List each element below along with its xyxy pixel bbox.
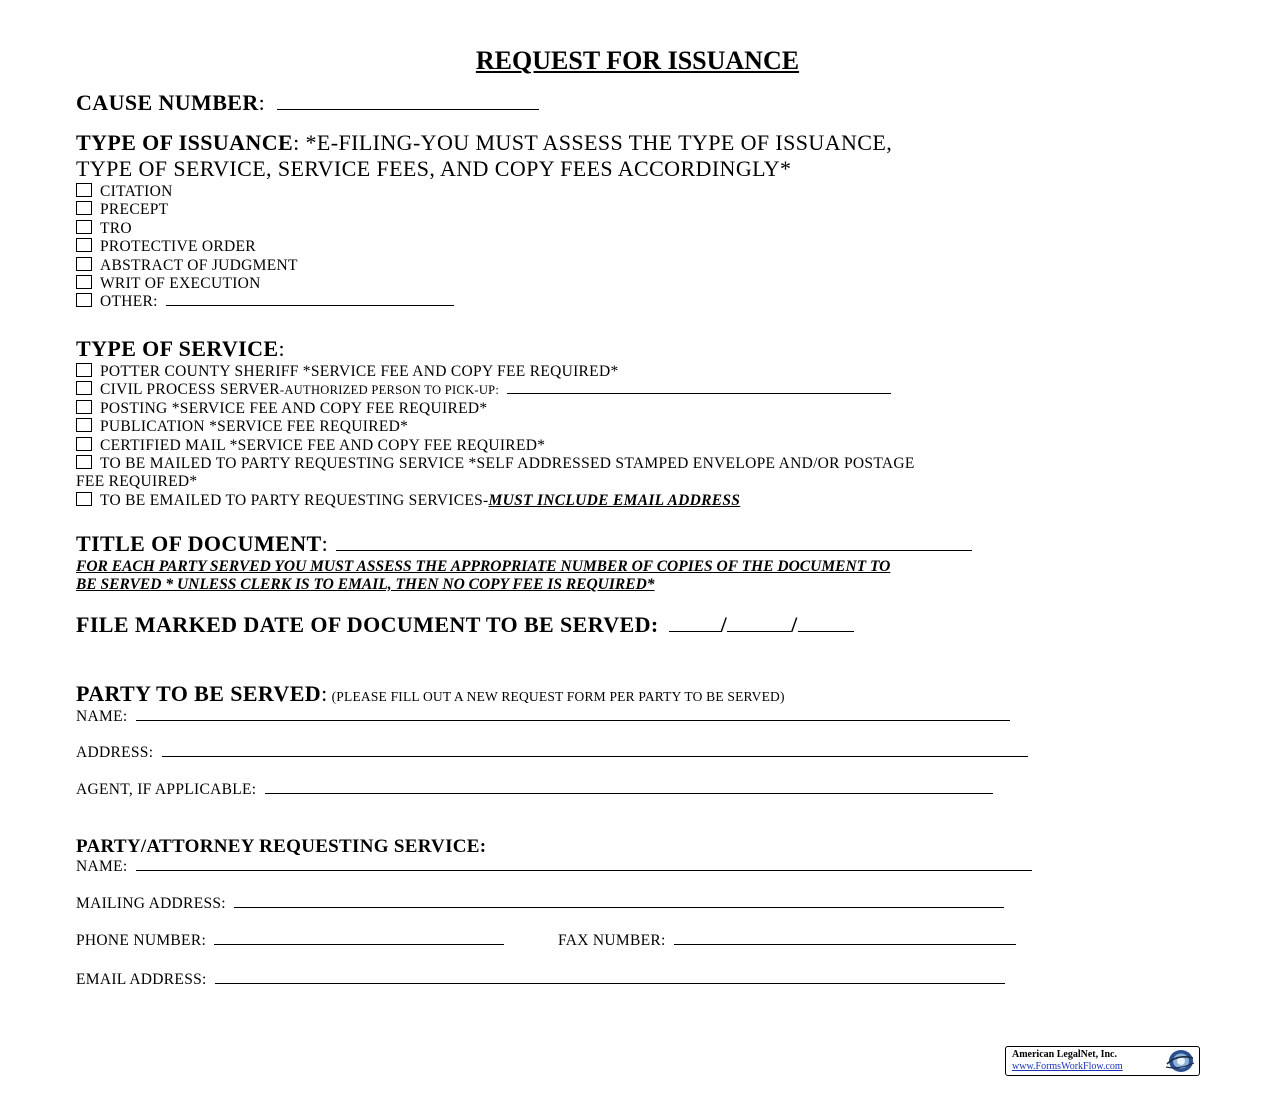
checkbox-publication[interactable] — [76, 418, 92, 432]
logo-company-name: American LegalNet, Inc. — [1012, 1049, 1117, 1060]
requester-name-field[interactable] — [136, 858, 1032, 871]
served-name-field[interactable] — [136, 708, 1010, 721]
service-heading — [76, 336, 285, 362]
issuance-label: TYPE OF ISSUANCE — [76, 130, 294, 155]
service-option-posting — [76, 400, 487, 418]
requester-email-row — [76, 971, 1005, 989]
authorized-person-field[interactable] — [507, 381, 891, 394]
document-title-label: TITLE OF DOCUMENT — [76, 531, 322, 556]
requester-mailing-row — [76, 895, 1004, 913]
copy-fee-warning-line2: BE SERVED * UNLESS CLERK IS TO EMAIL, THEN NO COPY FEE IS REQUIRED* — [76, 576, 655, 593]
checkbox-citation[interactable] — [76, 183, 92, 197]
party-served-heading — [76, 681, 785, 707]
checkbox-process-server[interactable] — [76, 381, 92, 395]
globe-icon — [1163, 1048, 1195, 1074]
option-label: TRO — [100, 220, 132, 237]
issuance-option-other — [76, 293, 454, 311]
date-month-field[interactable] — [669, 615, 721, 632]
option-label: CIVIL PROCESS SERVER — [100, 381, 280, 398]
date-year-field[interactable] — [798, 615, 854, 632]
checkbox-abstract-of-judgment[interactable] — [76, 257, 92, 271]
requester-mailing-label: MAILING ADDRESS: — [76, 895, 226, 912]
requester-email-label: EMAIL ADDRESS: — [76, 971, 207, 988]
option-label: PUBLICATION *SERVICE FEE REQUIRED* — [100, 418, 409, 435]
american-legalnet-logo — [1005, 1046, 1200, 1076]
cause-number-row — [76, 90, 539, 116]
issuance-option-citation — [76, 183, 173, 201]
checkbox-sheriff[interactable] — [76, 363, 92, 377]
option-label: TO BE MAILED TO PARTY REQUESTING SERVICE *SELF ADDRESSED STAMPED ENVELOPE AND/OR POSTAGE — [100, 455, 915, 472]
checkbox-posting[interactable] — [76, 400, 92, 414]
checkbox-precept[interactable] — [76, 201, 92, 215]
cause-number-label: CAUSE NUMBER — [76, 90, 259, 115]
option-label: POSTING *SERVICE FEE AND COPY FEE REQUIRED* — [100, 400, 488, 417]
issuance-note-line2: TYPE OF SERVICE, SERVICE FEES, AND COPY FEES ACCORDINGLY* — [76, 156, 792, 181]
checkbox-emailed[interactable] — [76, 492, 92, 506]
issuance-option-abstract-of-judgment — [76, 257, 298, 275]
option-label: WRIT OF EXECUTION — [100, 275, 261, 292]
issuance-option-writ-of-execution — [76, 275, 261, 293]
document-title-row — [76, 531, 972, 557]
option-label: ABSTRACT OF JUDGMENT — [100, 257, 298, 274]
option-label: CERTIFIED MAIL *SERVICE FEE AND COPY FEE REQUIRED* — [100, 437, 546, 454]
file-marked-date-label: FILE MARKED DATE OF DOCUMENT TO BE SERVED: — [76, 612, 659, 637]
served-address-label: ADDRESS: — [76, 744, 154, 761]
served-address-row — [76, 744, 1028, 762]
requester-fax-row — [558, 932, 1016, 950]
service-option-sheriff — [76, 363, 619, 381]
issuance-option-precept — [76, 201, 168, 219]
requester-phone-row — [76, 932, 504, 950]
checkbox-tro[interactable] — [76, 220, 92, 234]
requester-name-label: NAME: — [76, 858, 128, 875]
checkbox-protective-order[interactable] — [76, 238, 92, 252]
file-marked-date-row — [76, 612, 854, 638]
logo-url-link[interactable]: www.FormsWorkFlow.com — [1012, 1061, 1123, 1072]
service-colon: : — [278, 336, 285, 361]
document-title-colon: : — [321, 531, 329, 556]
option-label: POTTER COUNTY SHERIFF *SERVICE FEE AND COPY FEE REQUIRED* — [100, 363, 619, 380]
served-name-label: NAME: — [76, 708, 128, 725]
issuance-option-protective-order — [76, 238, 256, 256]
requester-fax-label: FAX NUMBER: — [558, 932, 666, 949]
served-agent-field[interactable] — [265, 781, 993, 794]
served-address-field[interactable] — [162, 744, 1028, 757]
party-served-colon: : — [321, 681, 328, 706]
option-sublabel: -AUTHORIZED PERSON TO PICK-UP: — [279, 383, 500, 397]
issuance-option-tro — [76, 220, 132, 238]
date-separator: / — [720, 612, 728, 637]
served-name-row — [76, 708, 1010, 726]
party-served-note: (PLEASE FILL OUT A NEW REQUEST FORM PER PARTY TO BE SERVED) — [331, 689, 785, 704]
checkbox-certified-mail[interactable] — [76, 437, 92, 451]
service-option-emailed — [76, 492, 740, 510]
date-day-field[interactable] — [727, 615, 791, 632]
service-option-publication — [76, 418, 408, 436]
service-option-process-server — [76, 381, 891, 399]
option-label: PRECEPT — [100, 201, 169, 218]
copy-fee-warning-line1: FOR EACH PARTY SERVED YOU MUST ASSESS THE APPROPRIATE NUMBER OF COPIES OF THE DOCUMENT TO — [76, 558, 891, 575]
other-issuance-field[interactable] — [166, 293, 454, 306]
option-label: CITATION — [100, 183, 173, 200]
served-agent-label: AGENT, IF APPLICABLE: — [76, 781, 257, 798]
date-separator: / — [791, 612, 798, 637]
page-title: REQUEST FOR ISSUANCE — [475, 46, 800, 75]
issuance-heading — [76, 130, 892, 156]
service-option-mailed-line2: FEE REQUIRED* — [76, 473, 198, 490]
requester-mailing-field[interactable] — [234, 895, 1004, 908]
requester-email-field[interactable] — [215, 971, 1005, 984]
cause-number-colon: : — [258, 90, 266, 115]
requester-phone-field[interactable] — [214, 932, 504, 945]
service-label: TYPE OF SERVICE — [76, 336, 279, 361]
service-option-certified-mail — [76, 437, 545, 455]
document-title-field[interactable] — [336, 534, 972, 551]
service-option-mailed — [76, 455, 915, 473]
served-agent-row — [76, 781, 993, 799]
requester-phone-label: PHONE NUMBER: — [76, 932, 207, 949]
option-label: TO BE EMAILED TO PARTY REQUESTING SERVICES- — [100, 492, 489, 509]
option-emphasis: MUST INCLUDE EMAIL ADDRESS — [488, 492, 741, 509]
checkbox-writ-of-execution[interactable] — [76, 275, 92, 289]
issuance-note-line1: : *E-FILING-YOU MUST ASSESS THE TYPE OF ISSUANCE, — [293, 130, 893, 155]
requester-heading: PARTY/ATTORNEY REQUESTING SERVICE: — [76, 836, 487, 857]
option-label: OTHER: — [100, 293, 158, 310]
checkbox-other[interactable] — [76, 293, 92, 307]
option-label: PROTECTIVE ORDER — [100, 238, 256, 255]
checkbox-mailed[interactable] — [76, 455, 92, 469]
cause-number-field[interactable] — [277, 95, 539, 110]
requester-name-row — [76, 858, 1032, 876]
requester-fax-field[interactable] — [674, 932, 1016, 945]
party-served-label: PARTY TO BE SERVED — [76, 681, 322, 706]
